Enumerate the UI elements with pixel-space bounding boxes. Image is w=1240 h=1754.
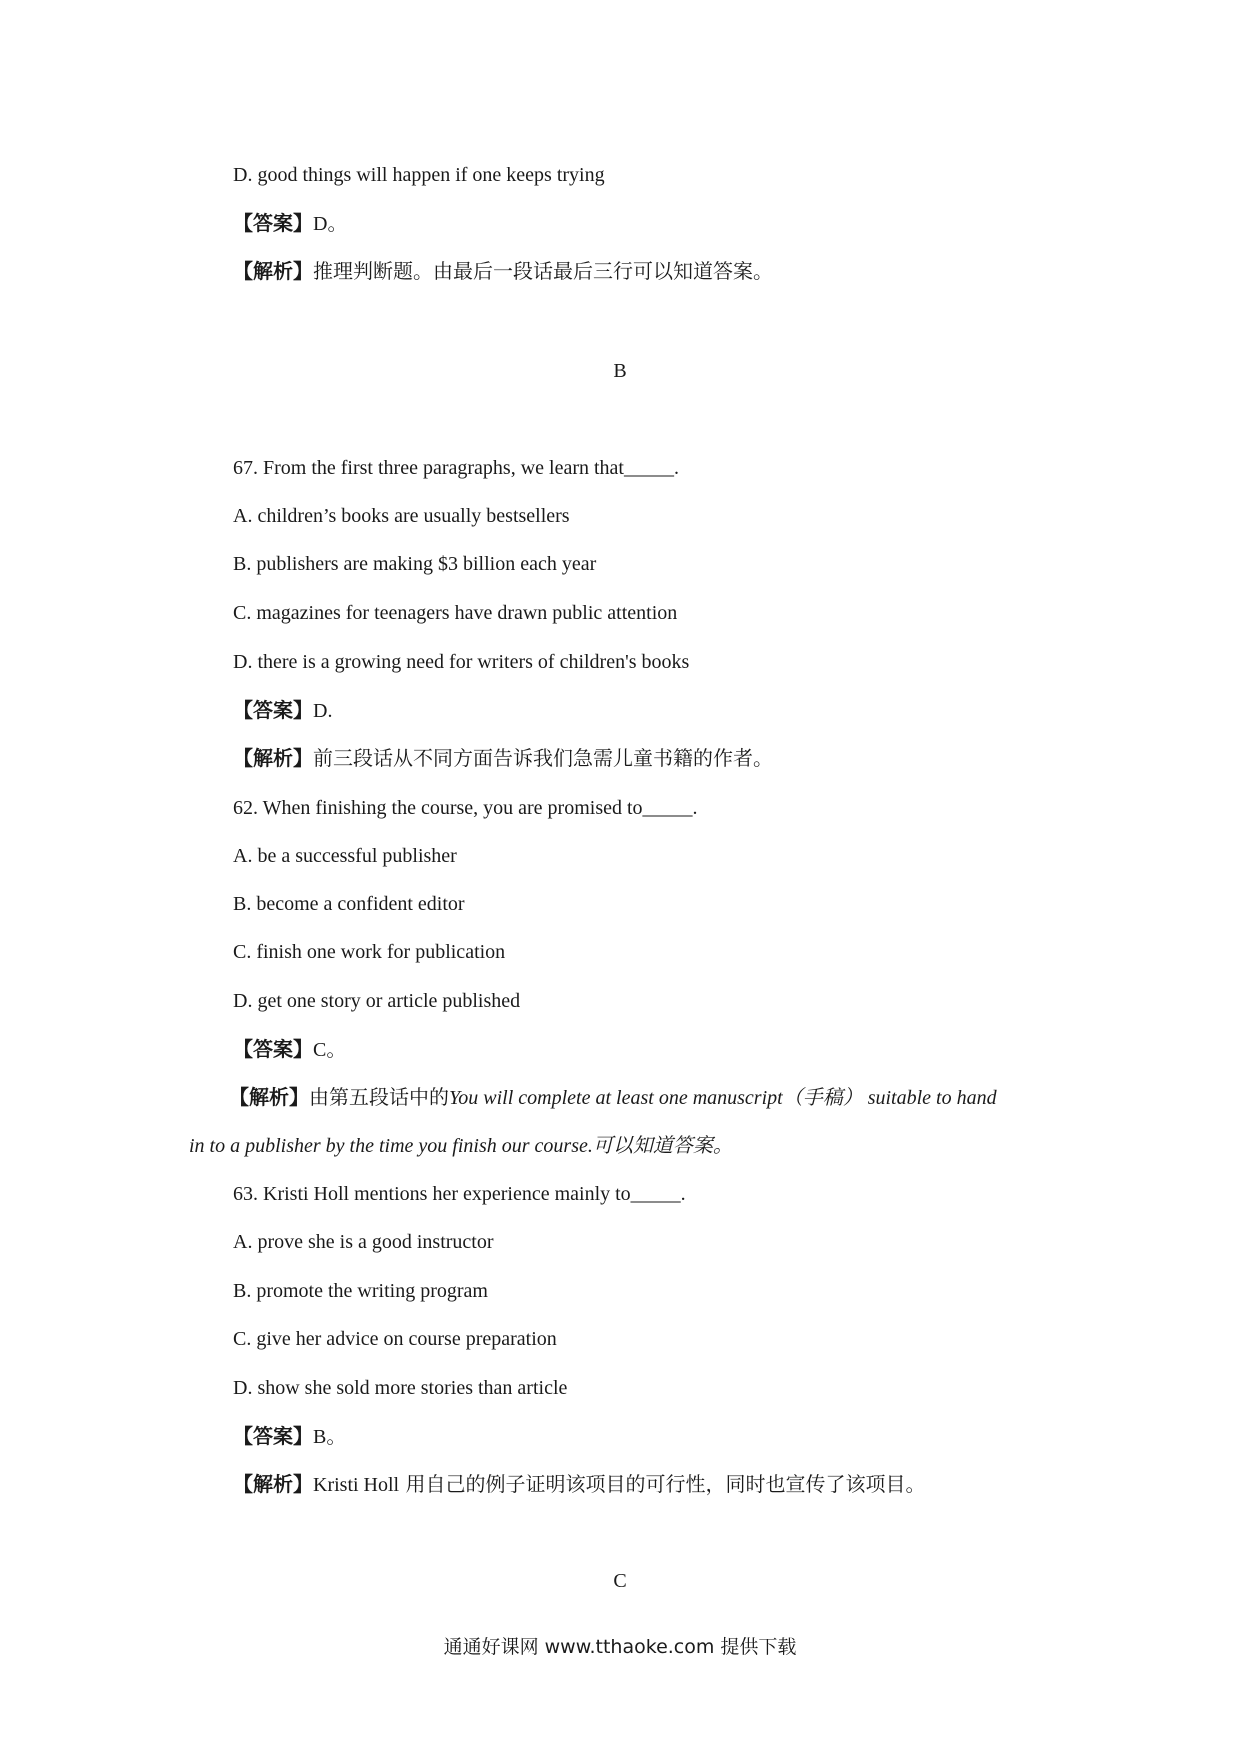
section-b-heading: B: [613, 360, 627, 382]
section-c-heading: C: [613, 1570, 627, 1592]
answer-label: 【答案】: [233, 1037, 313, 1061]
answer-value: B。: [313, 1426, 347, 1448]
analysis-label: 【解析】: [233, 259, 313, 283]
option-d: D. there is a growing need for writers of children's books: [233, 651, 690, 673]
answer-value: C。: [313, 1039, 347, 1061]
answer-label: 【答案】: [233, 1424, 313, 1448]
answer-line: [233, 697, 332, 724]
analysis-line: [233, 745, 773, 772]
page-footer: 通通好课网 www.tthaoke.com 提供下载: [443, 1636, 797, 1658]
analysis-quote: in to a publisher by the time you finish our course.: [189, 1135, 593, 1157]
option-c: C. finish one work for publication: [233, 941, 506, 963]
analysis-quote: You will complete at least one manuscript（手稿） suitable to hand: [449, 1087, 997, 1109]
option-b: B. become a confident editor: [233, 893, 465, 915]
answer-value: D。: [313, 213, 348, 235]
analysis-label: 【解析】: [233, 746, 313, 770]
option-d: D. get one story or article published: [233, 990, 521, 1012]
answer-value: D.: [313, 700, 333, 722]
analysis-line-continued: [189, 1132, 733, 1159]
option-d: D. show she sold more stories than article: [233, 1377, 568, 1399]
answer-line: [233, 210, 347, 237]
option-c: C. give her advice on course preparation: [233, 1328, 557, 1350]
option-a: A. prove she is a good instructor: [233, 1231, 494, 1253]
analysis-line: [229, 1084, 997, 1111]
option-b: B. promote the writing program: [233, 1280, 488, 1302]
analysis-tail: 可以知道答案。: [592, 1133, 733, 1157]
analysis-line: [233, 258, 773, 285]
option-a: A. children’s books are usually bestsellers: [233, 505, 570, 527]
option-c: C. magazines for teenagers have drawn public attention: [233, 602, 678, 624]
option-b: B. publishers are making $3 billion each year: [233, 553, 597, 575]
question-stem: 67. From the first three paragraphs, we learn that_____.: [233, 457, 679, 479]
analysis-text: 推理判断题。由最后一段话最后三行可以知道答案。: [313, 259, 773, 283]
analysis-label: 【解析】: [229, 1085, 309, 1109]
analysis-line: [233, 1471, 925, 1498]
analysis-text: 用自己的例子证明该项目的可行性，同时也宣传了该项目。: [399, 1472, 926, 1496]
option-a: A. be a successful publisher: [233, 845, 457, 867]
answer-line: [233, 1423, 346, 1450]
analysis-label: 【解析】: [233, 1472, 313, 1496]
analysis-lead: 由第五段话中的: [309, 1085, 449, 1109]
answer-label: 【答案】: [233, 698, 313, 722]
answer-label: 【答案】: [233, 211, 313, 235]
analysis-text: 前三段话从不同方面告诉我们急需儿童书籍的作者。: [313, 746, 773, 770]
analysis-en: Kristi Holl: [313, 1474, 400, 1496]
question-stem: 62. When finishing the course, you are promised to_____.: [233, 797, 698, 819]
option-d: D. good things will happen if one keeps trying: [233, 164, 605, 186]
answer-line: [233, 1036, 346, 1063]
question-stem: 63. Kristi Holl mentions her experience mainly to_____.: [233, 1183, 686, 1205]
